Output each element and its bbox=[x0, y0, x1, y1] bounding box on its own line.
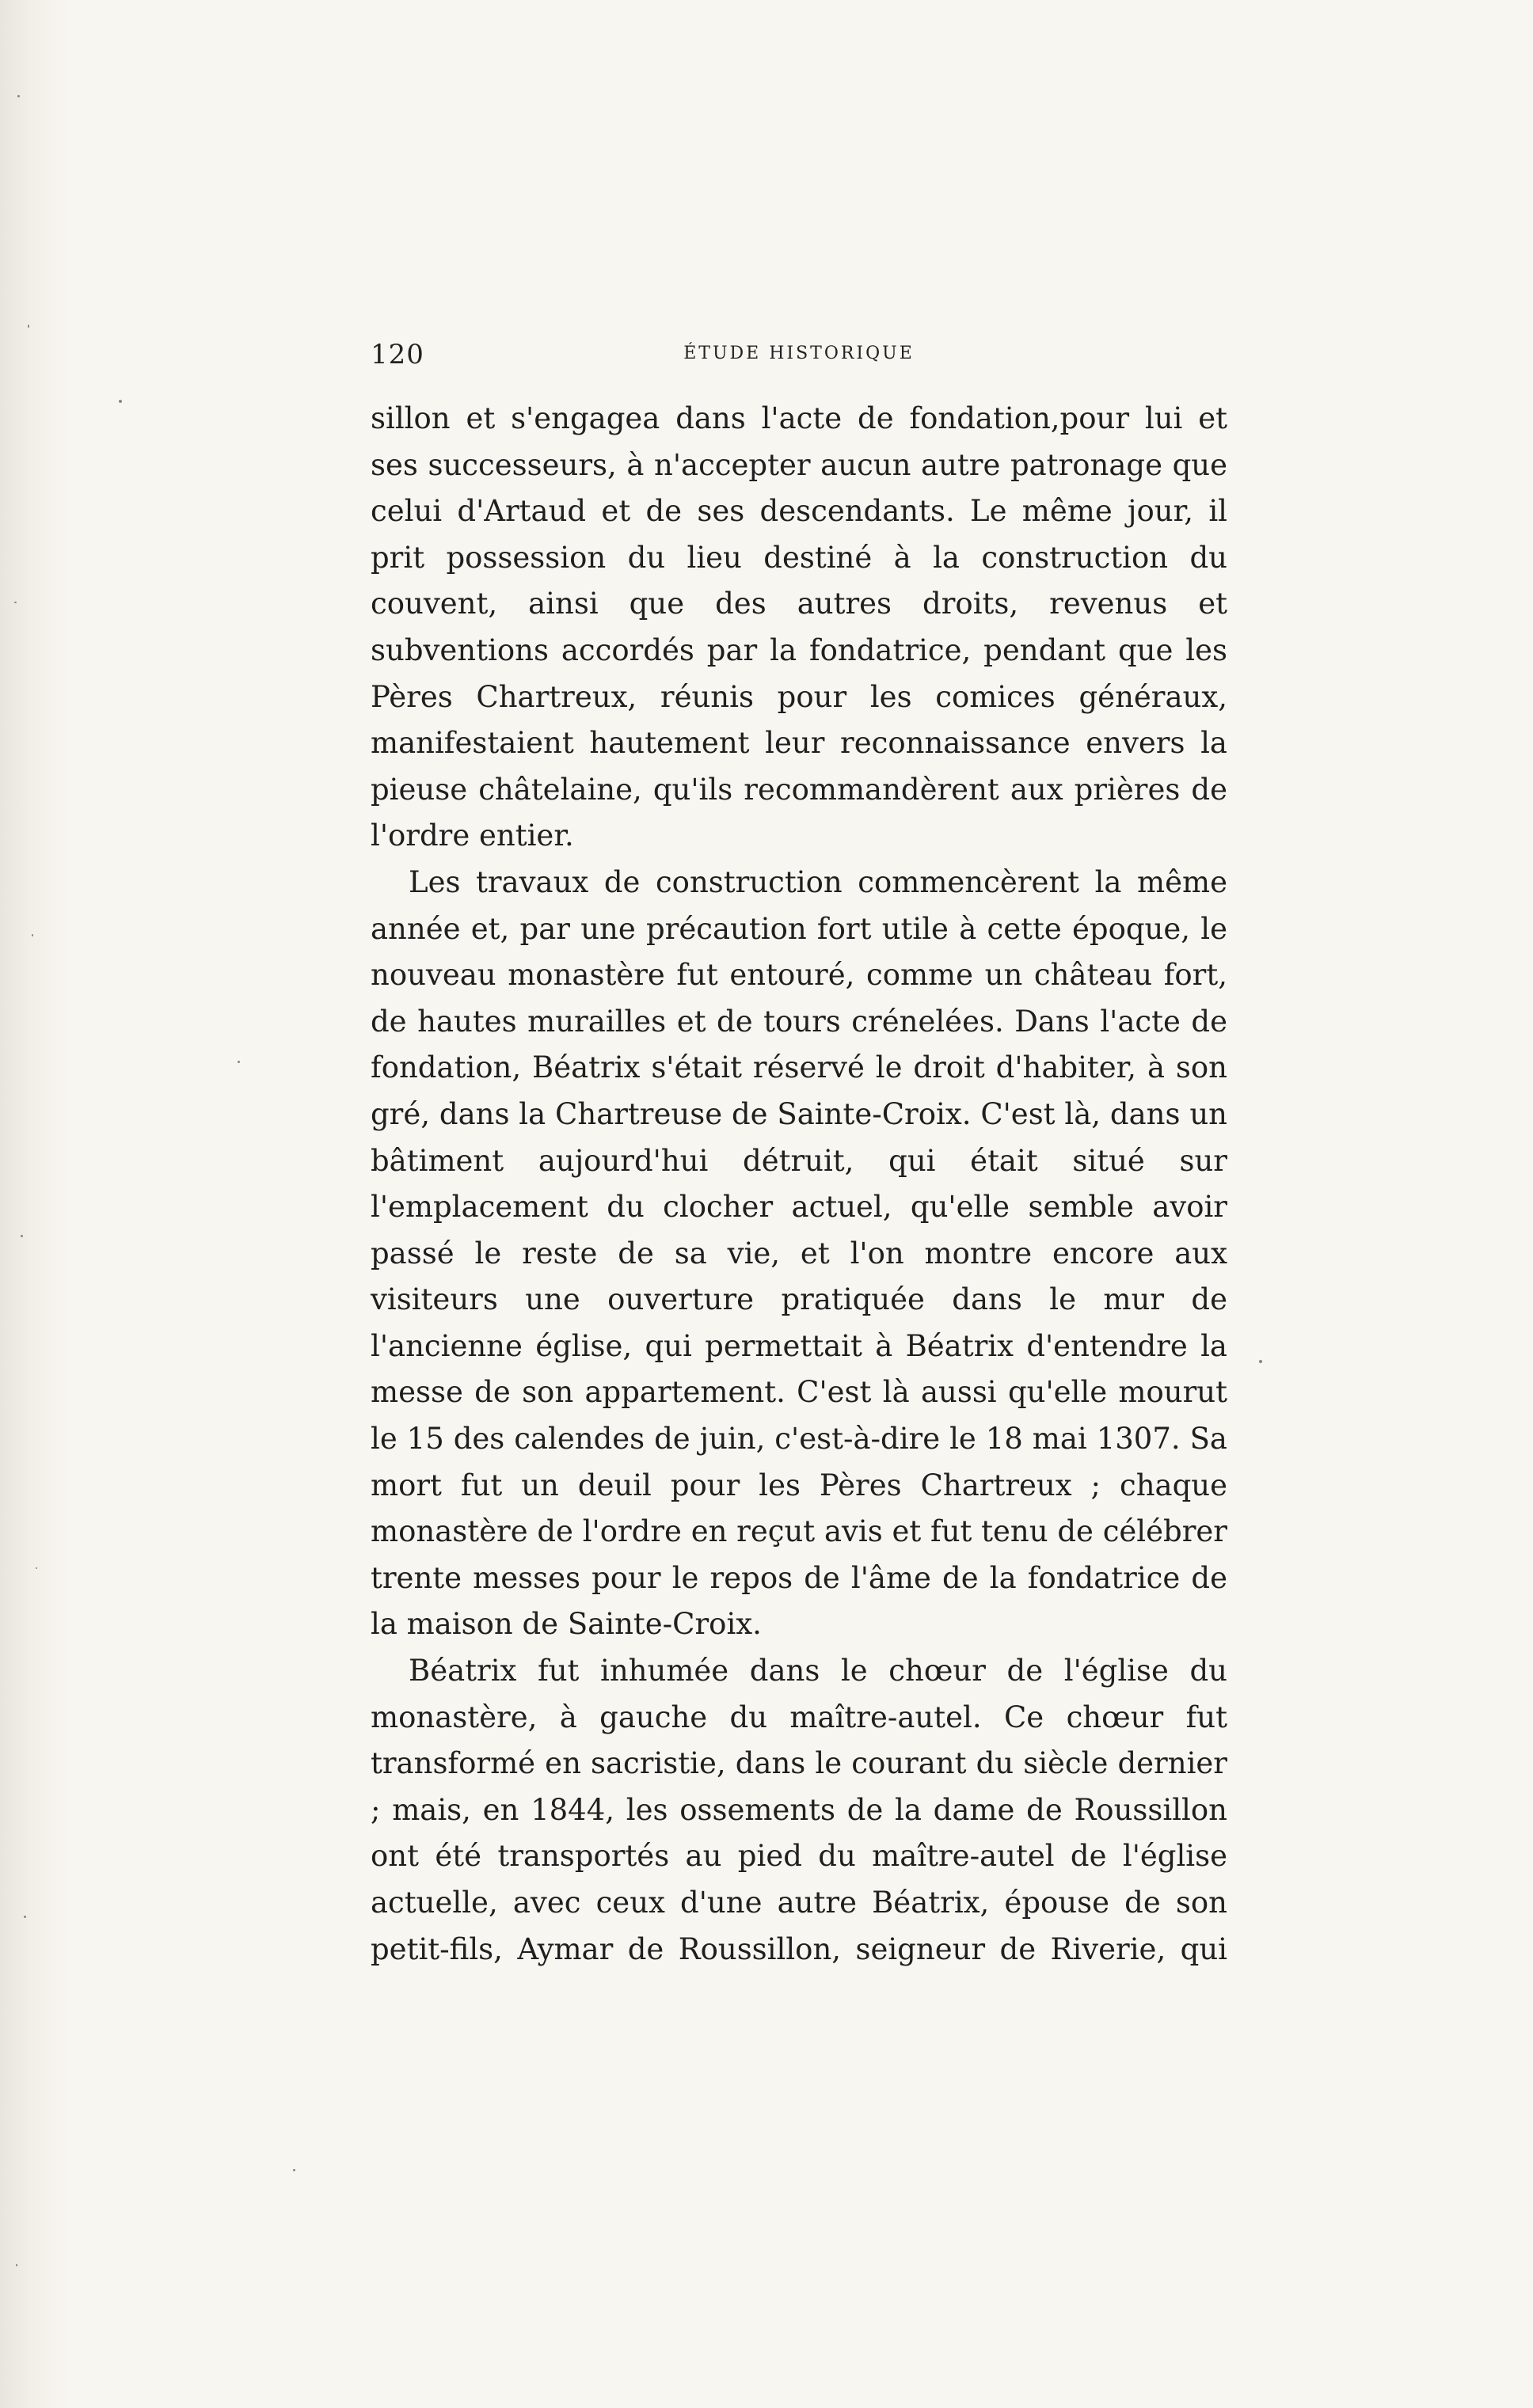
paragraph: Les travaux de construction commencèrent la même année et, par une précaution fort utile à cette époque, le nouveau monastère fut entouré, comme un château fort, de hautes murailles et de tours crénelées. Dans l'acte de fondation, Béatrix s'était réservé le droit d'habiter, à son gré, dans la Chartreuse de Sainte-Croix. C'est là, dans un bâtiment aujourd'hui détruit, qui était situé sur l'emplacement du clocher actuel, qu'elle semble avoir passé le reste de sa vie, et l'on montre encore aux visiteurs une ouverture pratiquée dans le mur de l'ancienne église, qui permettait à Béatrix d'entendre la messe de son appartement. C'est là aussi qu'elle mourut le 15 des calendes de juin, c'est-à-dire le 18 mai 1307. Sa mort fut un deuil pour les Pères Chartreux ; chaque monastère de l'ordre en reçut avis et fut tenu de célébrer trente messes pour le repos de l'âme de la fondatrice de la maison de Sainte-Croix. bbox=[371, 864, 1227, 1642]
print-speck bbox=[36, 1567, 37, 1569]
print-speck bbox=[21, 1235, 23, 1237]
body-text bbox=[371, 396, 1227, 1973]
print-speck bbox=[238, 1061, 240, 1063]
page-gutter-shadow bbox=[0, 0, 71, 2408]
print-speck bbox=[28, 325, 29, 328]
print-speck bbox=[119, 400, 122, 403]
print-speck bbox=[293, 2169, 295, 2171]
print-speck bbox=[17, 95, 20, 97]
running-title: ÉTUDE HISTORIQUE bbox=[683, 344, 915, 363]
print-speck bbox=[16, 2264, 17, 2266]
paragraph: sillon et s'engagea dans l'acte de fondation,pour lui et ses successeurs, à n'accepter aucun autre patronage que celui d'Artaud et de ses descendants. Le même jour, il prit possession du lieu destiné à la construction du couvent, ainsi que des autres droits, revenus et subventions accordés par la fondatrice, pendant que les Pères Chartreux, réunis pour les comices généraux, manifestaient hautement leur reconnaissance envers la pieuse châtelaine, qu'ils recommandèrent aux prières de l'ordre entier. bbox=[371, 401, 1227, 853]
print-speck bbox=[14, 602, 17, 603]
paragraph: Béatrix fut inhumée dans le chœur de l'église du monastère, à gauche du maître-autel. Ce chœur fut transformé en sacristie, dans le courant du siècle dernier ; mais, en 1844, les ossements de la dame de Roussillon ont été transportés au pied du maître-autel de l'église actuelle, avec ceux d'une autre Béatrix, épouse de son petit-fils, Aymar de Roussillon, seigneur de Riverie, qui bbox=[371, 1654, 1227, 1966]
print-speck bbox=[32, 934, 33, 936]
print-speck bbox=[24, 1916, 26, 1918]
page-number: 120 bbox=[371, 339, 424, 370]
page-header bbox=[371, 339, 1227, 386]
print-speck bbox=[1259, 1360, 1262, 1363]
